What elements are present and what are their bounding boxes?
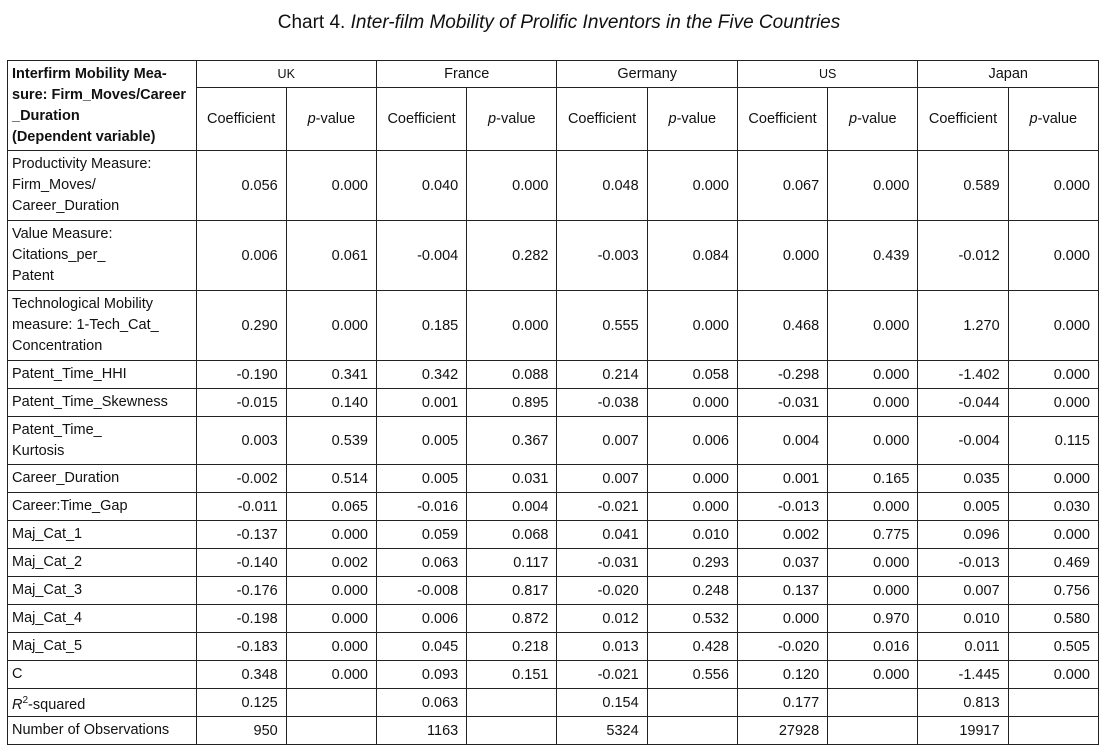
coefficient-cell: 0.005 [376, 417, 466, 465]
row-label [8, 291, 197, 361]
coefficient-cell: 0.004 [737, 417, 827, 465]
coefficient-cell: -0.198 [196, 605, 286, 633]
r-squared-cell [828, 689, 918, 717]
pvalue-cell: 0.140 [286, 389, 376, 417]
coefficient-cell: -0.020 [737, 633, 827, 661]
pvalue-cell: 0.293 [647, 549, 737, 577]
r-squared-label-r: R [12, 696, 23, 713]
observations-cell: 27928 [737, 717, 827, 745]
dependent-variable-line: sure: Firm_Moves/Career [12, 86, 187, 103]
row-label [8, 549, 197, 577]
pvalue-cell: 0.514 [286, 465, 376, 493]
table-row [8, 605, 1099, 633]
coefficient-cell: -0.021 [557, 661, 647, 689]
table-row [8, 151, 1099, 221]
pvalue-cell: 0.000 [286, 633, 376, 661]
pvalue-cell: 0.000 [828, 661, 918, 689]
coefficient-cell: -0.004 [376, 221, 466, 291]
r-squared-cell [1008, 689, 1098, 717]
pvalue-cell: 0.000 [828, 361, 918, 389]
pvalue-cell: 0.006 [647, 417, 737, 465]
pvalue-cell: 0.088 [467, 361, 557, 389]
observations-cell [286, 717, 376, 745]
coefficient-header: Coefficient [376, 88, 466, 151]
pvalue-cell: 0.000 [286, 605, 376, 633]
table-row [8, 361, 1099, 389]
pvalue-cell: 0.367 [467, 417, 557, 465]
pvalue-header [828, 88, 918, 151]
table-row [8, 417, 1099, 465]
coefficient-cell: 0.048 [557, 151, 647, 221]
coefficient-cell: 0.555 [557, 291, 647, 361]
row-label-line: Patent [12, 268, 54, 284]
pvalue-cell: 0.000 [467, 291, 557, 361]
pvalue-cell: 0.000 [1008, 151, 1098, 221]
pvalue-cell: 0.341 [286, 361, 376, 389]
r-squared-cell: 0.154 [557, 689, 647, 717]
coefficient-cell: -0.013 [918, 549, 1008, 577]
r-squared-cell: 0.063 [376, 689, 466, 717]
observations-cell: 950 [196, 717, 286, 745]
pvalue-cell: 0.084 [647, 221, 737, 291]
coefficient-header: Coefficient [196, 88, 286, 151]
pvalue-cell: 0.000 [828, 577, 918, 605]
coefficient-cell: 0.001 [737, 465, 827, 493]
row-label-line: Patent_Time_Skewness [12, 394, 168, 410]
coefficient-cell: 0.006 [376, 605, 466, 633]
table-row [8, 577, 1099, 605]
coefficient-cell: -0.013 [737, 493, 827, 521]
pvalue-cell: 0.428 [647, 633, 737, 661]
table-row [8, 465, 1099, 493]
pvalue-suffix: -value [676, 111, 717, 127]
coefficient-cell: 0.005 [918, 493, 1008, 521]
row-label [8, 493, 197, 521]
table-row [8, 549, 1099, 577]
pvalue-cell: 0.000 [1008, 291, 1098, 361]
row-label-line: measure: 1-Tech_Cat_ [12, 317, 159, 333]
coefficient-cell: 0.045 [376, 633, 466, 661]
row-label [8, 361, 197, 389]
coefficient-cell: 0.040 [376, 151, 466, 221]
row-label [8, 661, 197, 689]
pvalue-header [1008, 88, 1098, 151]
dependent-variable-line: (Dependent variable) [12, 128, 156, 145]
coefficient-cell: -0.003 [557, 221, 647, 291]
coefficient-cell: 0.000 [737, 221, 827, 291]
coefficient-cell: -0.031 [557, 549, 647, 577]
coefficient-cell: 0.137 [737, 577, 827, 605]
row-label-line: Career_Duration [12, 470, 120, 486]
pvalue-cell: 0.000 [828, 151, 918, 221]
r-squared-label [8, 689, 197, 717]
pvalue-cell: 0.817 [467, 577, 557, 605]
pvalue-cell: 0.970 [828, 605, 918, 633]
coefficient-header: Coefficient [557, 88, 647, 151]
pvalue-cell: 0.000 [286, 291, 376, 361]
row-label-line: Technological Mobility [12, 296, 154, 312]
pvalue-cell: 0.895 [467, 389, 557, 417]
row-label [8, 465, 197, 493]
table-row [8, 661, 1099, 689]
coefficient-cell: 0.063 [376, 549, 466, 577]
coefficient-cell: -0.008 [376, 577, 466, 605]
pvalue-prefix: p [668, 111, 677, 127]
coefficient-cell: -0.015 [196, 389, 286, 417]
coefficient-cell: -0.011 [196, 493, 286, 521]
coefficient-cell: 0.120 [737, 661, 827, 689]
pvalue-cell: 0.117 [467, 549, 557, 577]
pvalue-header [467, 88, 557, 151]
pvalue-prefix: p [488, 111, 497, 127]
r-squared-label-sup: 2 [22, 694, 29, 706]
observations-label: Number of Observations [8, 717, 197, 745]
pvalue-cell: 0.000 [286, 151, 376, 221]
coefficient-cell: 0.067 [737, 151, 827, 221]
pvalue-cell: 0.165 [828, 465, 918, 493]
coefficient-cell: -0.140 [196, 549, 286, 577]
coefficient-cell: 0.011 [918, 633, 1008, 661]
pvalue-header [647, 88, 737, 151]
row-label [8, 577, 197, 605]
coefficient-cell: -0.002 [196, 465, 286, 493]
pvalue-cell: 0.282 [467, 221, 557, 291]
row-label-line: Kurtosis [12, 442, 65, 459]
pvalue-suffix: -value [496, 111, 536, 127]
coefficient-cell: -0.298 [737, 361, 827, 389]
country-header-france: France [376, 61, 556, 88]
r-squared-cell: 0.177 [737, 689, 827, 717]
r-squared-cell: 0.125 [196, 689, 286, 717]
r-squared-cell [467, 689, 557, 717]
pvalue-cell: 0.439 [828, 221, 918, 291]
coefficient-cell: 0.093 [376, 661, 466, 689]
table-row [8, 291, 1099, 361]
coefficient-cell: -0.016 [376, 493, 466, 521]
row-label-line: Career:Time_Gap [12, 498, 128, 514]
pvalue-cell: 0.030 [1008, 493, 1098, 521]
pvalue-cell: 0.000 [1008, 661, 1098, 689]
pvalue-cell: 0.000 [286, 577, 376, 605]
pvalue-prefix: p [849, 111, 858, 127]
coefficient-cell: 0.001 [376, 389, 466, 417]
coefficient-header: Coefficient [737, 88, 827, 151]
row-label-line: Maj_Cat_1 [12, 526, 83, 542]
coefficient-header: Coefficient [918, 88, 1008, 151]
row-label [8, 221, 197, 291]
row-label [8, 151, 197, 221]
observations-cell [647, 717, 737, 745]
coefficient-cell: -1.445 [918, 661, 1008, 689]
coefficient-cell: 0.041 [557, 521, 647, 549]
coefficient-cell: -0.021 [557, 493, 647, 521]
coefficient-cell: 0.037 [737, 549, 827, 577]
coefficient-cell: 0.006 [196, 221, 286, 291]
pvalue-suffix: -value [857, 111, 897, 127]
observations-cell: 5324 [557, 717, 647, 745]
row-label-line: Maj_Cat_2 [12, 554, 83, 570]
coefficient-cell: 0.589 [918, 151, 1008, 221]
row-label-line: Citations_per_ [12, 247, 106, 263]
row-label [8, 521, 197, 549]
observations-cell: 19917 [918, 717, 1008, 745]
pvalue-cell: 0.556 [647, 661, 737, 689]
coefficient-cell: 0.007 [557, 465, 647, 493]
regression-table [7, 60, 1099, 745]
coefficient-cell: 1.270 [918, 291, 1008, 361]
pvalue-cell: 0.000 [647, 151, 737, 221]
pvalue-cell: 0.000 [828, 549, 918, 577]
table-row [8, 389, 1099, 417]
pvalue-cell: 0.061 [286, 221, 376, 291]
pvalue-cell: 0.004 [467, 493, 557, 521]
coefficient-cell: 0.010 [918, 605, 1008, 633]
observations-cell [467, 717, 557, 745]
chart-title-prefix: Chart 4. [277, 12, 346, 33]
row-label-line: Productivity Measure: [12, 156, 152, 172]
pvalue-cell: 0.000 [1008, 361, 1098, 389]
pvalue-cell: 0.580 [1008, 605, 1098, 633]
pvalue-cell: 0.000 [286, 521, 376, 549]
r-squared-label-rest: -squared [28, 696, 86, 713]
pvalue-cell: 0.002 [286, 549, 376, 577]
pvalue-cell: 0.115 [1008, 417, 1098, 465]
coefficient-cell: 0.007 [918, 577, 1008, 605]
pvalue-cell: 0.775 [828, 521, 918, 549]
coefficient-cell: -0.038 [557, 389, 647, 417]
pvalue-cell: 0.065 [286, 493, 376, 521]
observations-row [8, 717, 1099, 745]
coefficient-cell: 0.342 [376, 361, 466, 389]
pvalue-cell: 0.000 [647, 291, 737, 361]
pvalue-cell: 0.539 [286, 417, 376, 465]
coefficient-cell: 0.000 [737, 605, 827, 633]
pvalue-cell: 0.000 [286, 661, 376, 689]
header-row-countries [8, 61, 1099, 88]
pvalue-cell: 0.000 [828, 417, 918, 465]
observations-cell [828, 717, 918, 745]
row-label-line: Value Measure: [12, 226, 113, 242]
row-label-line: Maj_Cat_5 [12, 638, 83, 654]
country-header-germany: Germany [557, 61, 737, 88]
pvalue-prefix: p [307, 111, 316, 127]
row-label-line: C [12, 666, 23, 682]
pvalue-cell: 0.756 [1008, 577, 1098, 605]
row-label [8, 417, 197, 465]
row-label [8, 389, 197, 417]
observations-cell [1008, 717, 1098, 745]
coefficient-cell: -0.031 [737, 389, 827, 417]
pvalue-cell: 0.872 [467, 605, 557, 633]
row-label [8, 605, 197, 633]
pvalue-prefix: p [1029, 111, 1038, 127]
coefficient-cell: 0.035 [918, 465, 1008, 493]
row-label-line: Patent_Time_ [12, 421, 102, 438]
row-label-line: Concentration [12, 338, 103, 354]
chart-title-italic: Inter-film Mobility of Prolific Inventors in the Five Countries [350, 12, 841, 33]
table-row [8, 221, 1099, 291]
table-row [8, 521, 1099, 549]
pvalue-cell: 0.505 [1008, 633, 1098, 661]
pvalue-cell: 0.248 [647, 577, 737, 605]
coefficient-cell: 0.002 [737, 521, 827, 549]
r-squared-cell [647, 689, 737, 717]
coefficient-cell: 0.290 [196, 291, 286, 361]
coefficient-cell: 0.468 [737, 291, 827, 361]
coefficient-cell: 0.059 [376, 521, 466, 549]
row-label-line: Maj_Cat_3 [12, 582, 83, 598]
pvalue-cell: 0.000 [1008, 389, 1098, 417]
coefficient-cell: -1.402 [918, 361, 1008, 389]
row-label [8, 633, 197, 661]
country-header-japan: Japan [918, 61, 1099, 88]
pvalue-cell: 0.000 [828, 493, 918, 521]
table-row [8, 493, 1099, 521]
pvalue-cell: 0.000 [1008, 465, 1098, 493]
coefficient-cell: 0.012 [557, 605, 647, 633]
coefficient-cell: 0.007 [557, 417, 647, 465]
pvalue-cell: 0.000 [828, 291, 918, 361]
coefficient-cell: -0.020 [557, 577, 647, 605]
dependent-variable-line: _Duration [12, 107, 80, 124]
coefficient-cell: -0.176 [196, 577, 286, 605]
row-label-line: Career_Duration [12, 198, 120, 214]
r-squared-cell: 0.813 [918, 689, 1008, 717]
country-header-uk: UK [196, 61, 376, 88]
coefficient-cell: -0.183 [196, 633, 286, 661]
pvalue-suffix: -value [1037, 111, 1078, 127]
pvalue-cell: 0.000 [647, 389, 737, 417]
pvalue-cell: 0.000 [1008, 521, 1098, 549]
coefficient-cell: -0.012 [918, 221, 1008, 291]
pvalue-cell: 0.469 [1008, 549, 1098, 577]
row-label-line: Firm_Moves/ [12, 177, 96, 193]
observations-cell: 1163 [376, 717, 466, 745]
pvalue-cell: 0.532 [647, 605, 737, 633]
chart-title [0, 10, 1118, 36]
pvalue-cell: 0.000 [647, 493, 737, 521]
row-label-line: Maj_Cat_4 [12, 610, 83, 626]
coefficient-cell: 0.005 [376, 465, 466, 493]
coefficient-cell: -0.137 [196, 521, 286, 549]
table-row [8, 633, 1099, 661]
coefficient-cell: 0.185 [376, 291, 466, 361]
pvalue-cell: 0.000 [1008, 221, 1098, 291]
coefficient-cell: -0.004 [918, 417, 1008, 465]
pvalue-cell: 0.151 [467, 661, 557, 689]
pvalue-suffix: -value [315, 111, 356, 127]
pvalue-cell: 0.031 [467, 465, 557, 493]
pvalue-header [286, 88, 376, 151]
coefficient-cell: 0.348 [196, 661, 286, 689]
pvalue-cell: 0.000 [467, 151, 557, 221]
coefficient-cell: -0.190 [196, 361, 286, 389]
pvalue-cell: 0.000 [828, 389, 918, 417]
pvalue-cell: 0.058 [647, 361, 737, 389]
r-squared-row [8, 689, 1099, 717]
pvalue-cell: 0.016 [828, 633, 918, 661]
coefficient-cell: 0.003 [196, 417, 286, 465]
pvalue-cell: 0.218 [467, 633, 557, 661]
country-header-us: US [737, 61, 917, 88]
pvalue-cell: 0.000 [647, 465, 737, 493]
coefficient-cell: 0.013 [557, 633, 647, 661]
coefficient-cell: 0.056 [196, 151, 286, 221]
row-label-line: Patent_Time_HHI [12, 366, 127, 382]
dependent-variable-line: Interfirm Mobility Mea- [12, 65, 167, 82]
coefficient-cell: 0.096 [918, 521, 1008, 549]
pvalue-cell: 0.068 [467, 521, 557, 549]
coefficient-cell: -0.044 [918, 389, 1008, 417]
r-squared-cell [286, 689, 376, 717]
coefficient-cell: 0.214 [557, 361, 647, 389]
dependent-variable-header [8, 61, 197, 151]
pvalue-cell: 0.010 [647, 521, 737, 549]
